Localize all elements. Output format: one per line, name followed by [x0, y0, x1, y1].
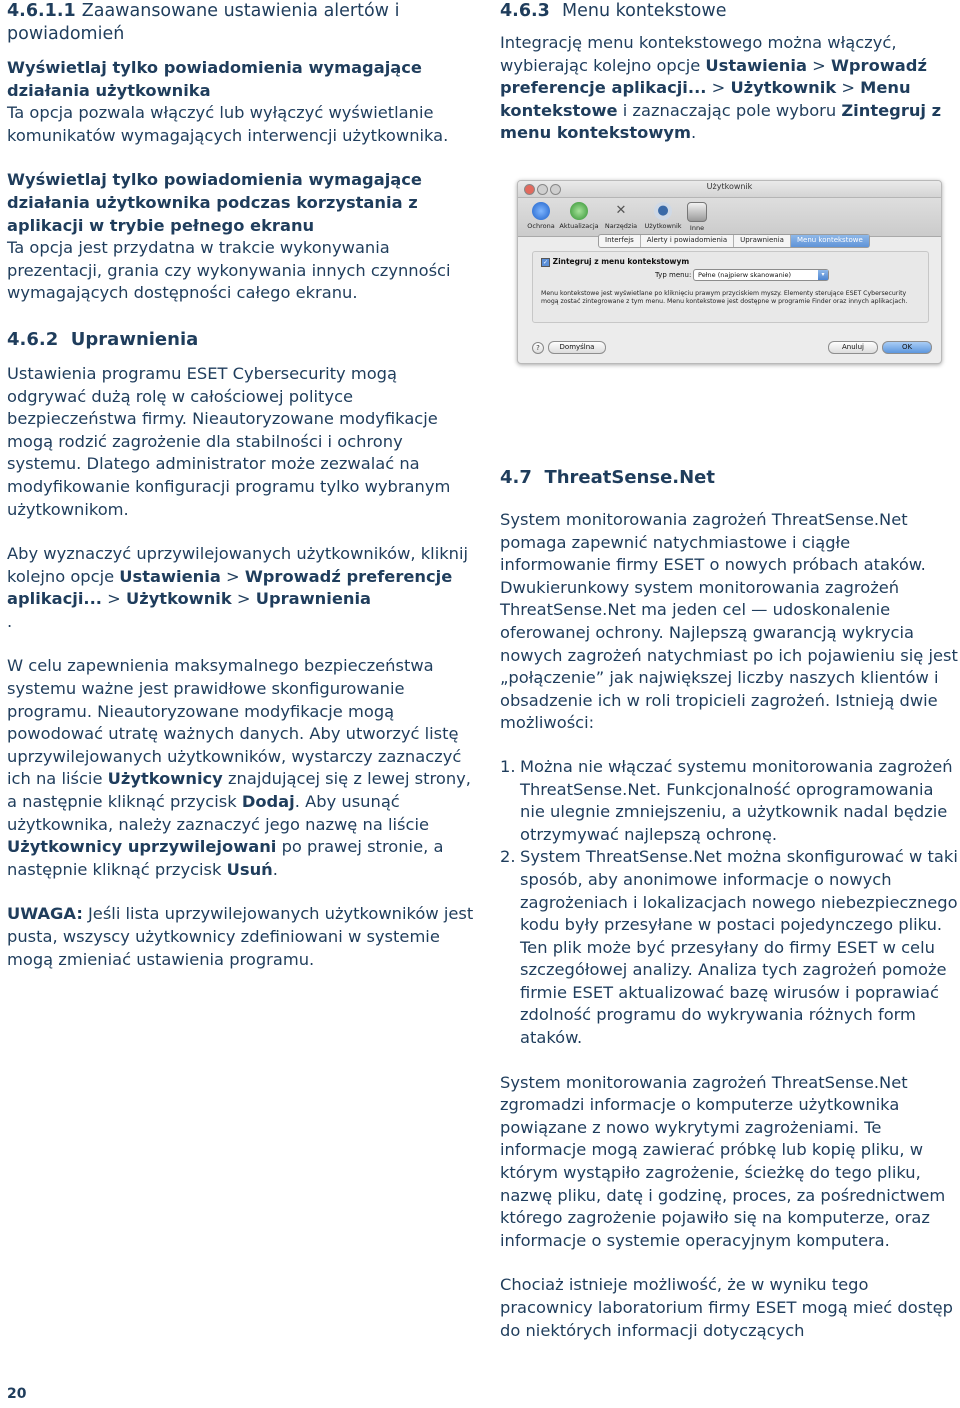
- toolbar-narzedzia[interactable]: ✕ Narzędzia: [604, 203, 638, 230]
- dialog-tabs: [598, 234, 870, 248]
- default-button[interactable]: Domyślna: [548, 341, 606, 354]
- menu-type-select[interactable]: Pełne (najpierw skanowanie) ▾: [693, 269, 829, 281]
- cancel-button[interactable]: Anuluj: [828, 341, 878, 354]
- option2-title: Wyświetlaj tylko powiadomienia wymagające działania użytkownika podczas korzystania z aplikacji w trybie pełnego ekranu: [7, 170, 422, 235]
- threatsense-paragraph-2: System monitorowania zagrożeń ThreatSense.Net zgromadzi informacje o komputerze użytkownika powiązane z nowo wykrytymi zagrożeniami. Te informacje mogą zawierać próbkę lub kopię pliku, w którym wystąpiło zagrożenie, ścieżkę do tego pliku, nazwę pliku, datę i godzinę, proces, za pośrednictwem którego zagrożenie pojawiło się na komputerze, oraz informacje o systemie operacyjnym komputera.: [500, 1072, 946, 1250]
- integrate-checkbox-row[interactable]: ✓ Zintegruj z menu kontekstowym: [542, 257, 690, 266]
- threatsense-options-list: [500, 756, 960, 1050]
- left-column: [7, 0, 477, 971]
- threatsense-paragraph-1: System monitorowania zagrożeń ThreatSense.Net pomaga zapewnić natychmiastowe i ciągłe informowanie firmy ESET o nowych próbach ataków. Dwukierunkowy system monitorowania zagrożeń ThreatSense.Net ma jeden cel — udoskonalenie oferowanej ochrony. Najlepszą gwarancją wykrycia nowych zagrożeń natychmiast po ich pojawieniu się jest „połączenie” jak największej liczby naszych klientów i obsadzenie ich w roli tropicieli zagrożeń. Istnieją dwie możliwości:: [500, 510, 958, 733]
- tools-icon: ✕: [615, 203, 627, 218]
- option2-text: Ta opcja jest przydatna w trakcie wykonywania prezentacji, grania czy wykonywania innych czynności wymagających dostępności całego ekranu.: [7, 238, 451, 303]
- dialog-title: Użytkownik: [706, 182, 753, 191]
- other-icon: [687, 202, 707, 222]
- note-paragraph: UWAGA: Jeśli lista uprzywilejowanych użytkowników jest pusta, wszyscy użytkownicy zdefiniowani w systemie mogą zmieniać ustawienia programu.: [7, 904, 474, 969]
- help-icon[interactable]: ?: [532, 342, 544, 354]
- user-preferences-dialog-screenshot: [517, 180, 942, 364]
- right-column: [500, 0, 960, 145]
- section-heading-4-6-3: 4.6.3 Menu kontekstowe: [500, 1, 727, 21]
- list-item: 1. Można nie włączać systemu monitorowania zagrożeń ThreatSense.Net. Funkcjonalność oprogramowania nie ulegnie zmniejszeniu, a użytkownik nadal będzie otrzymywać najlepszą ochronę.: [500, 756, 953, 844]
- permissions-paragraph-3: W celu zapewnienia maksymalnego bezpieczeństwa systemu ważne jest prawidłowe skonfigurowanie programu. Nieautoryzowane modyfikacje mogą powodować utratę ważnych danych. Aby utworzyć listę uprzywilejowanych użytkowników, wystarczy zaznaczyć ich na liście Użytkownicy znajdującej się z lewej strony, a następnie kliknąć przycisk Dodaj. Aby usunąć użytkownika, należy zaznaczyć jego nazwę na liście Użytkownicy uprzywilejowani po prawej stronie, a następnie kliknąć przycisk Usuń.: [7, 656, 471, 879]
- section-heading-4-6-1-1: 4.6.1.1 Zaawansowane ustawienia alertów i powiadomień: [7, 1, 400, 44]
- tab-interfejs[interactable]: Interfejs: [599, 235, 641, 247]
- section-heading-4-6-2: 4.6.2 Uprawnienia: [7, 328, 199, 350]
- dialog-titlebar: [518, 181, 941, 198]
- option1-title: Wyświetlaj tylko powiadomienia wymagające działania użytkownika: [7, 58, 422, 100]
- update-icon: [570, 202, 588, 220]
- context-menu-description: Menu kontekstowe jest wyświetlane po kliknięciu prawym przyciskiem myszy. Elementy sterujące ESET Cybersecurity mogą zostać zintegrowane z tym menu. Menu kontekstowe jest dostępne w programie Finder oraz innych aplikacjach.: [541, 290, 908, 305]
- ok-button[interactable]: OK: [882, 341, 932, 354]
- tab-uprawnienia[interactable]: Uprawnienia: [734, 235, 791, 247]
- tab-menu-kontekstowe[interactable]: Menu kontekstowe: [791, 235, 869, 247]
- dialog-toolbar: [518, 198, 941, 237]
- toolbar-inne[interactable]: Inne: [676, 200, 718, 232]
- menu-type-label: Typ menu:: [655, 271, 692, 279]
- context-menu-panel: [532, 251, 929, 323]
- section-heading-4-7: 4.7 ThreatSense.Net: [500, 467, 715, 488]
- user-icon: ●: [654, 202, 672, 220]
- checkbox-checked-icon[interactable]: ✓: [542, 258, 549, 266]
- toolbar-uzytkownik[interactable]: ● Użytkownik: [644, 203, 682, 230]
- page-number: 20: [7, 1386, 27, 1402]
- list-item: 2. System ThreatSense.Net można skonfigurować w taki sposób, aby anonimowe informacje o nowych zagrożeniach i lokalizacjach nowego niebezpiecznego kodu były przesyłane w postaci pojedynczego pliku. Ten plik może być przesyłany do firmy ESET w celu szczegółowej analizy. Analiza tych zagrożeń pomoże firmie ESET aktualizować bazę wirusów i poprawiać zdolność programu do wykrywania różnych form ataków.: [500, 847, 958, 1048]
- globe-icon: [532, 202, 550, 220]
- threatsense-paragraph-3: Chociaż istnieje możliwość, że w wyniku tego pracownicy laboratorium firmy ESET mogą mieć dostęp do niektórych informacji dotyczących: [500, 1275, 953, 1340]
- option1-text: Ta opcja pozwala włączyć lub wyłączyć wyświetlanie komunikatów wymagających interwencji użytkownika.: [7, 103, 449, 145]
- chevron-down-icon[interactable]: ▾: [818, 270, 828, 280]
- right-column-threatsense: [500, 466, 960, 1342]
- permissions-paragraph-1: Ustawienia programu ESET Cybersecurity mogą odgrywać dużą rolę w całościowej polityce bezpieczeństwa firmy. Nieautoryzowane modyfikacje mogą rodzić zagrożenie dla stabilności i ochrony systemu. Dlatego administrator może zezwalać na modyfikowanie konfiguracji programu tylko wybranym użytkownikom.: [7, 363, 451, 519]
- toolbar-aktualizacja[interactable]: Aktualizacja: [558, 200, 600, 230]
- tab-alerty[interactable]: Alerty i powiadomienia: [641, 235, 734, 247]
- permissions-paragraph-2: Aby wyznaczyć uprzywilejowanych użytkowników, kliknij kolejno opcje Ustawienia > Wprowadź preferencje aplikacji... > Użytkownik > Uprawnienia .: [7, 544, 469, 631]
- context-menu-paragraph: Integrację menu kontekstowego można włączyć, wybierając kolejno opcje Ustawienia > Wprowadź preferencje aplikacji... > Użytkownik > Menu kontekstowe i zaznaczając pole wyboru Zintegruj z menu kontekstowym.: [500, 33, 942, 143]
- toolbar-ochrona[interactable]: Ochrona: [520, 200, 562, 230]
